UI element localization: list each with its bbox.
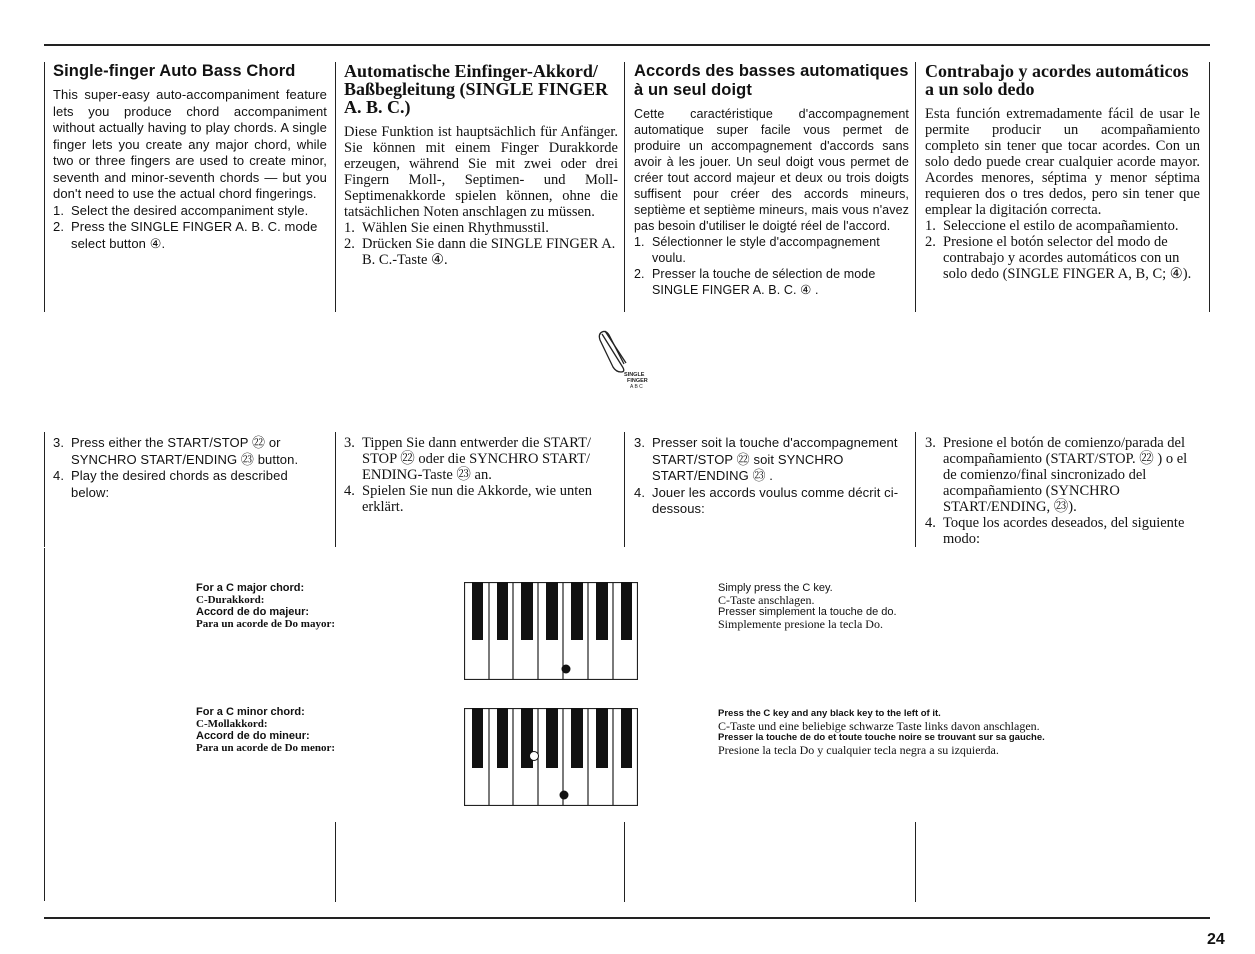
button-label-line1: SINGLE: [624, 372, 645, 378]
column-divider: [335, 432, 336, 547]
list-item: 2. Presione el botón selector del modo de contrabajo y acordes automáticos con un solo dedo (SINGLE FINGER A, B, C; ④).: [925, 234, 1192, 282]
list-item: 2. Presser la touche de sélection de mode SINGLE FINGER A. B. C. ④ .: [634, 267, 876, 297]
column-divider: [624, 822, 625, 902]
chord-major-descriptions: Simply press the C key. C-Taste anschlagen. Presser simplement la touche de do. Simplemente presione la tecla Do.: [718, 582, 897, 631]
list-item: 2. Drücken Sie dann die SINGLE FINGER A. B. C.-Taste ④.: [344, 236, 616, 268]
column-divider: [915, 432, 916, 547]
chord-minor-labels: For a C minor chord: C-Mollakkord: Accord de do mineur: Para un acorde de Do menor:: [196, 706, 336, 754]
list-item: 1. Sélectionner le style d'accompagnement voulu.: [634, 235, 880, 265]
pressed-black-key-dot: [530, 752, 539, 761]
column-german: [344, 62, 618, 268]
intro-english: This super-easy auto-accompaniment feature lets you produce chord accompaniment without actually having to play chords. A single finger lets you create any major chord, while two or three fingers are used to create minor, seventh and minor-seventh chords — but you don't need to use the actual chord fingerings.: [53, 87, 327, 201]
button-label-line2: FINGER: [627, 378, 648, 384]
steps-german-bottom: [344, 435, 618, 515]
column-divider: [624, 432, 625, 547]
list-item: 4. Spielen Sie nun die Akkorde, wie unten erklärt.: [344, 483, 592, 515]
steps-french-top: [634, 234, 909, 298]
intro-spanish: Esta función extremadamente fácil de usar le permite producir un acompañamiento completo sin tener que tocar acordes. Con un solo dedo puede crear cualquier acorde mayor. Acordes menores, séptima y menor séptima requieren dos o tres dedos, pero sin tener que emplear la digitación correcta.: [925, 106, 1200, 218]
column-divider: [44, 432, 45, 547]
heading-english: Single-finger Auto Bass Chord: [53, 62, 296, 80]
list-item: 1. Seleccione el estilo de acompañamiento.: [925, 218, 1179, 234]
heading-german: Automatische Einfinger-Akkord/ Baßbegleitung (SINGLE FINGER A. B. C.): [344, 61, 609, 117]
button-label-line3: A B C: [630, 384, 643, 390]
column-divider: [335, 822, 336, 902]
single-finger-button-icon: [596, 326, 666, 396]
list-item: 1. Wählen Sie einen Rhythmusstil.: [344, 220, 549, 236]
bottom-rule: [44, 917, 1210, 919]
keyboard-c-major-diagram: [464, 582, 638, 680]
list-item: 4. Jouer les accords voulus comme décrit ci-dessous:: [634, 484, 899, 516]
steps-french-bottom: [634, 435, 909, 518]
top-rule: [44, 44, 1210, 46]
column-spanish: [925, 62, 1200, 282]
intro-french: Cette caractéristique d'accompagnement automatique super facile vous permet de produire un accompagnement d'accords sans avoir à les jouer. Un seul doigt vous permet de créer tout accord majeur et deux ou trois doigts suffisent pour créer des accords mineurs, septième et septième mineurs, mais vous n'avez pas besoin d'utiliser le doigté réel de l'accord.: [634, 107, 909, 233]
pressed-key-dot: [560, 791, 569, 800]
pressed-key-dot: [562, 665, 571, 674]
heading-french: Accords des basses automatiques à un seul doigt: [634, 62, 909, 99]
page-number: 24: [1207, 931, 1225, 948]
column-divider: [915, 822, 916, 902]
keyboard-c-minor-diagram: [464, 708, 638, 806]
list-item: 2. Press the SINGLE FINGER A. B. C. mode select button ④.: [53, 219, 318, 251]
column-divider: [44, 548, 45, 901]
chord-minor-descriptions: Press the C key and any black key to the left of it. C-Taste und eine beliebige schwarze Taste links davon anschlagen. Presser la touche de do et toute touche noire se trouvant sur sa gauche. Presione la tecla Do y cualquier tecla negra a su izquierda.: [718, 708, 1045, 757]
list-item: 1. Select the desired accompaniment style.: [53, 202, 309, 218]
steps-spanish-bottom: [925, 435, 1200, 547]
list-item: 4. Toque los acordes deseados, del siguiente modo:: [925, 515, 1185, 547]
heading-spanish: Contrabajo y acordes automáticos a un solo dedo: [925, 61, 1189, 99]
intro-german: Diese Funktion ist hauptsächlich für Anfänger. Sie können mit einem Finger Durakkorde erzeugen, während Sie mit zwei oder drei Fingern Moll-, Septimen- und Moll- Septimenakkorde spielen können, ohne die tatsächlichen Noten anschlagen zu müssen.: [344, 124, 618, 220]
column-english: [53, 62, 327, 252]
list-item: 3. Presser soit la touche d'accompagnement START/STOP ㉒ soit SYNCHRO START/ENDING ㉓ .: [634, 435, 898, 483]
column-french: [634, 62, 909, 298]
steps-english-bottom: [53, 435, 327, 501]
column-divider: [915, 62, 916, 312]
steps-spanish-top: [925, 218, 1200, 282]
list-item: 3. Presione el botón de comienzo/parada del acompañamiento (START/STOP. ㉒ ) o el de comienzo/final sincronizado del acompañamiento (SYNCHRO START/ENDING, ㉓).: [925, 435, 1188, 515]
column-divider: [624, 62, 625, 312]
list-item: 3. Press either the START/STOP ㉒ or SYNCHRO START/ENDING ㉓ button.: [53, 435, 299, 467]
chord-major-labels: For a C major chord: C-Durakkord: Accord de do majeur: Para un acorde de Do mayor:: [196, 582, 336, 630]
column-divider: [44, 62, 45, 312]
column-divider: [1209, 62, 1210, 312]
steps-english-top: [53, 203, 327, 253]
column-divider: [335, 62, 336, 312]
steps-german-top: [344, 220, 618, 268]
list-item: 4. Play the desired chords as described below:: [53, 468, 288, 500]
list-item: 3. Tippen Sie dann entwerder die START/ STOP ㉒ oder die SYNCHRO START/ ENDING-Taste ㉓ an.: [344, 435, 591, 483]
